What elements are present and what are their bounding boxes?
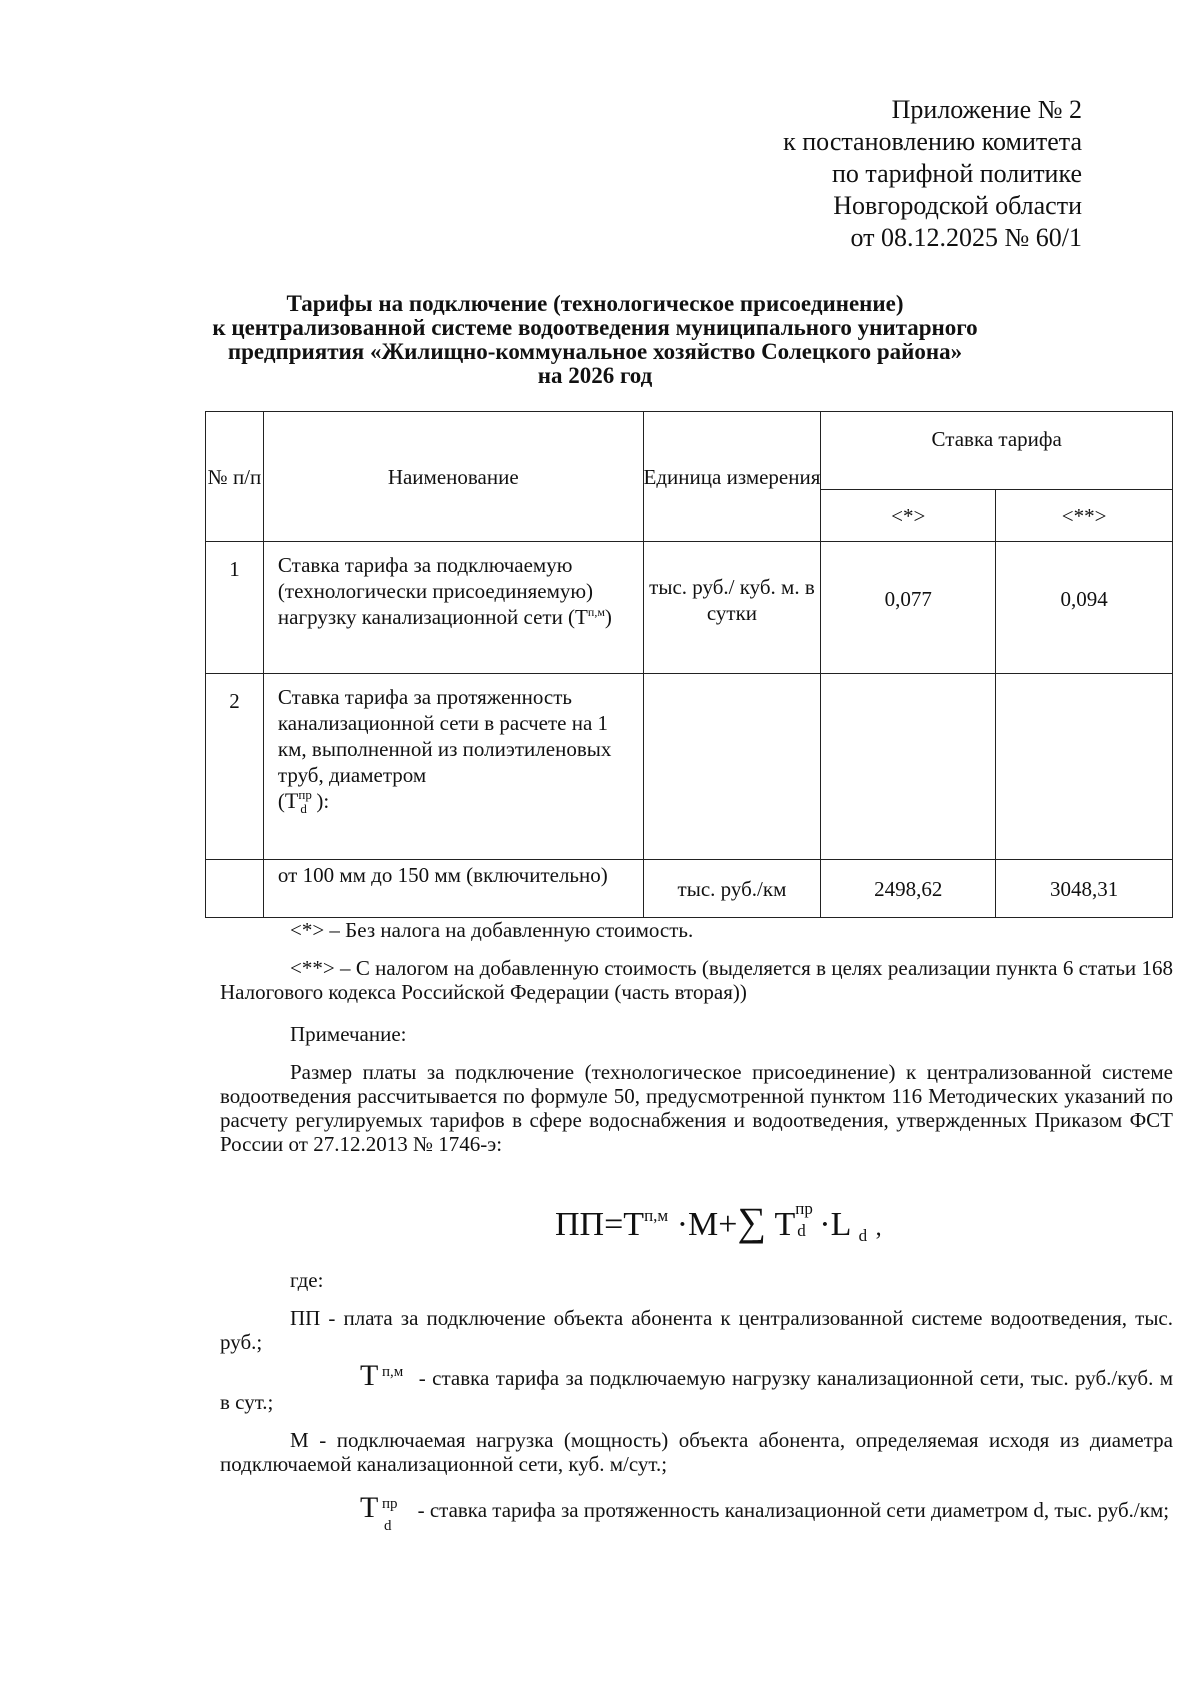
formula-l: L xyxy=(830,1206,851,1243)
row-name-sup: п,м xyxy=(587,605,605,619)
definition-pp: ПП - плата за подключение объекта абонента к централизованной системе водоотведения, тыс. руб.; xyxy=(220,1306,1173,1354)
document-title xyxy=(200,292,990,388)
title-line: на 2026 год xyxy=(537,363,653,388)
where-label: где: xyxy=(290,1268,324,1292)
header-cell-unit xyxy=(643,412,821,542)
remark-title: Примечание: xyxy=(290,1022,407,1046)
definition-tpr-t: Т xyxy=(360,1491,379,1524)
header-name-label: Наименование xyxy=(387,464,519,489)
formula-m: М xyxy=(688,1206,719,1243)
header-num-label: № п/п xyxy=(207,464,262,489)
formula-lhs: ПП xyxy=(555,1206,605,1243)
definition-tpm-t: Т xyxy=(360,1359,379,1392)
header-cell-num xyxy=(206,412,264,542)
formula-plus: + xyxy=(718,1206,738,1243)
definition-tpm-symbol xyxy=(290,1359,404,1392)
row-name-formula-sup: пр xyxy=(298,787,312,802)
appendix-header xyxy=(783,94,1082,254)
row-name-formula-end: ): xyxy=(316,789,330,813)
definition-tpr-symbol xyxy=(290,1491,398,1534)
header-cell-rate-a xyxy=(821,490,996,542)
definition-tpr-sup: пр xyxy=(382,1496,398,1512)
definition-tpm-text: - ставка тарифа за подключаемую нагрузку канализационной сети, тыс. руб./куб. м в сут.; xyxy=(220,1366,1174,1414)
row-name: Ставка тарифа за протяженность канализационной сети в расчете на 1 км, выполненной из полиэтиленовых труб, диаметром (Т пр d ): xyxy=(263,674,643,860)
row-num: 1 xyxy=(206,542,264,674)
formula-sum: ∑ xyxy=(737,1199,766,1244)
formula-end: , xyxy=(875,1215,882,1241)
header-rate-b-label: <**> xyxy=(1061,503,1107,528)
title-line: к централизованной системе водоотведения муниципального унитарного xyxy=(212,315,978,340)
header-line: к постановлению комитета xyxy=(783,127,1082,156)
header-line: Новгородской области xyxy=(833,191,1082,220)
formula-t1-sup: п,м xyxy=(644,1206,669,1225)
header-line: от 08.12.2025 № 60/1 xyxy=(850,223,1082,252)
row-unit: тыс. руб./км xyxy=(643,860,821,918)
header-cell-rate-b xyxy=(996,490,1173,542)
row-name: от 100 мм до 150 мм (включительно) xyxy=(263,860,643,918)
definition-m: М - подключаемая нагрузка (мощность) объекта абонента, определяемая исходя из диаметра подключаемой канализационной сети, куб. м/сут.; xyxy=(220,1428,1173,1476)
header-cell-rate xyxy=(821,412,1173,490)
formula-l-sub: d xyxy=(858,1226,868,1245)
table-row xyxy=(206,860,1173,918)
header-rate-label: Ставка тарифа xyxy=(931,427,1062,451)
row-name-text: Ставка тарифа за подключаемую (технологически присоединяемую) нагрузку канализационной сети (Т xyxy=(277,553,594,629)
definition-tpm xyxy=(220,1359,1174,1414)
row-rate-a xyxy=(821,674,996,860)
row-rate-a: 2498,62 xyxy=(821,860,996,918)
row-name-formula-sub: d xyxy=(300,801,307,816)
row-rate-b: 3048,31 xyxy=(996,860,1173,918)
header-cell-name xyxy=(263,412,643,542)
formula-t2-indices xyxy=(795,1199,819,1240)
definition-tpr xyxy=(220,1491,1173,1534)
row-rate-b xyxy=(996,674,1173,860)
row-name-formula-indices xyxy=(298,787,316,816)
formula-t2-sup: пр xyxy=(795,1199,813,1218)
definition-tpr-text: - ставка тарифа за протяженность канализационной сети диаметром d, тыс. руб./км; xyxy=(417,1498,1170,1522)
row-unit: тыс. руб./ куб. м. в сутки xyxy=(643,542,821,674)
table-row xyxy=(206,674,1173,860)
header-line: Приложение № 2 xyxy=(891,95,1082,124)
row-unit xyxy=(643,674,821,860)
formula xyxy=(555,1198,882,1246)
header-rate-a-label: <*> xyxy=(891,503,926,528)
formula-t1: Т xyxy=(623,1206,645,1243)
title-line: Тарифы на подключение (технологическое присоединение) xyxy=(286,291,904,316)
formula-eq: = xyxy=(604,1206,624,1243)
row-name-formula-t: Т xyxy=(284,788,299,813)
header-unit-label: Единица измерения xyxy=(643,464,821,489)
row-name xyxy=(263,542,643,674)
title-line: предприятия «Жилищно-коммунальное хозяйство Солецкого района» xyxy=(227,339,963,364)
row-rate-b: 0,094 xyxy=(996,542,1173,674)
formula-t2-sub: d xyxy=(797,1221,806,1240)
definition-tpr-sub: d xyxy=(384,1518,392,1534)
row-name-text: Ставка тарифа за протяженность канализационной сети в расчете на 1 км, выполненной из полиэтиленовых труб, диаметром xyxy=(277,685,612,787)
formula-t2: Т xyxy=(774,1206,796,1243)
footnote-2: <**> – С налогом на добавленную стоимость (выделяется в целях реализации пункта 6 статьи 168 Налогового кодекса Российской Федерации (часть вторая)) xyxy=(220,956,1173,1004)
row-rate-a: 0,077 xyxy=(821,542,996,674)
header-line: по тарифной политике xyxy=(832,159,1082,188)
row-name-end: ) xyxy=(604,605,612,629)
footnote-1: <*> – Без налога на добавленную стоимость. xyxy=(290,918,694,942)
table-row xyxy=(206,542,1173,674)
tariff-table xyxy=(205,411,1173,918)
row-num: 2 xyxy=(206,674,264,860)
definition-tpm-sup: п,м xyxy=(382,1364,404,1380)
row-num xyxy=(206,860,264,918)
formula-dot: · xyxy=(819,1206,831,1243)
formula-dot: · xyxy=(676,1206,689,1243)
remark-text: Размер платы за подключение (технологическое присоединение) к централизованной системе водоотведения рассчитывается по формуле 50, предусмотренной пунктом 116 Методических указаний по расчету регулируемых тарифов в сфере водоснабжения и водоотведения, утвержденных Приказом ФСТ России от 27.12.2013 № 1746-э: xyxy=(220,1060,1173,1156)
